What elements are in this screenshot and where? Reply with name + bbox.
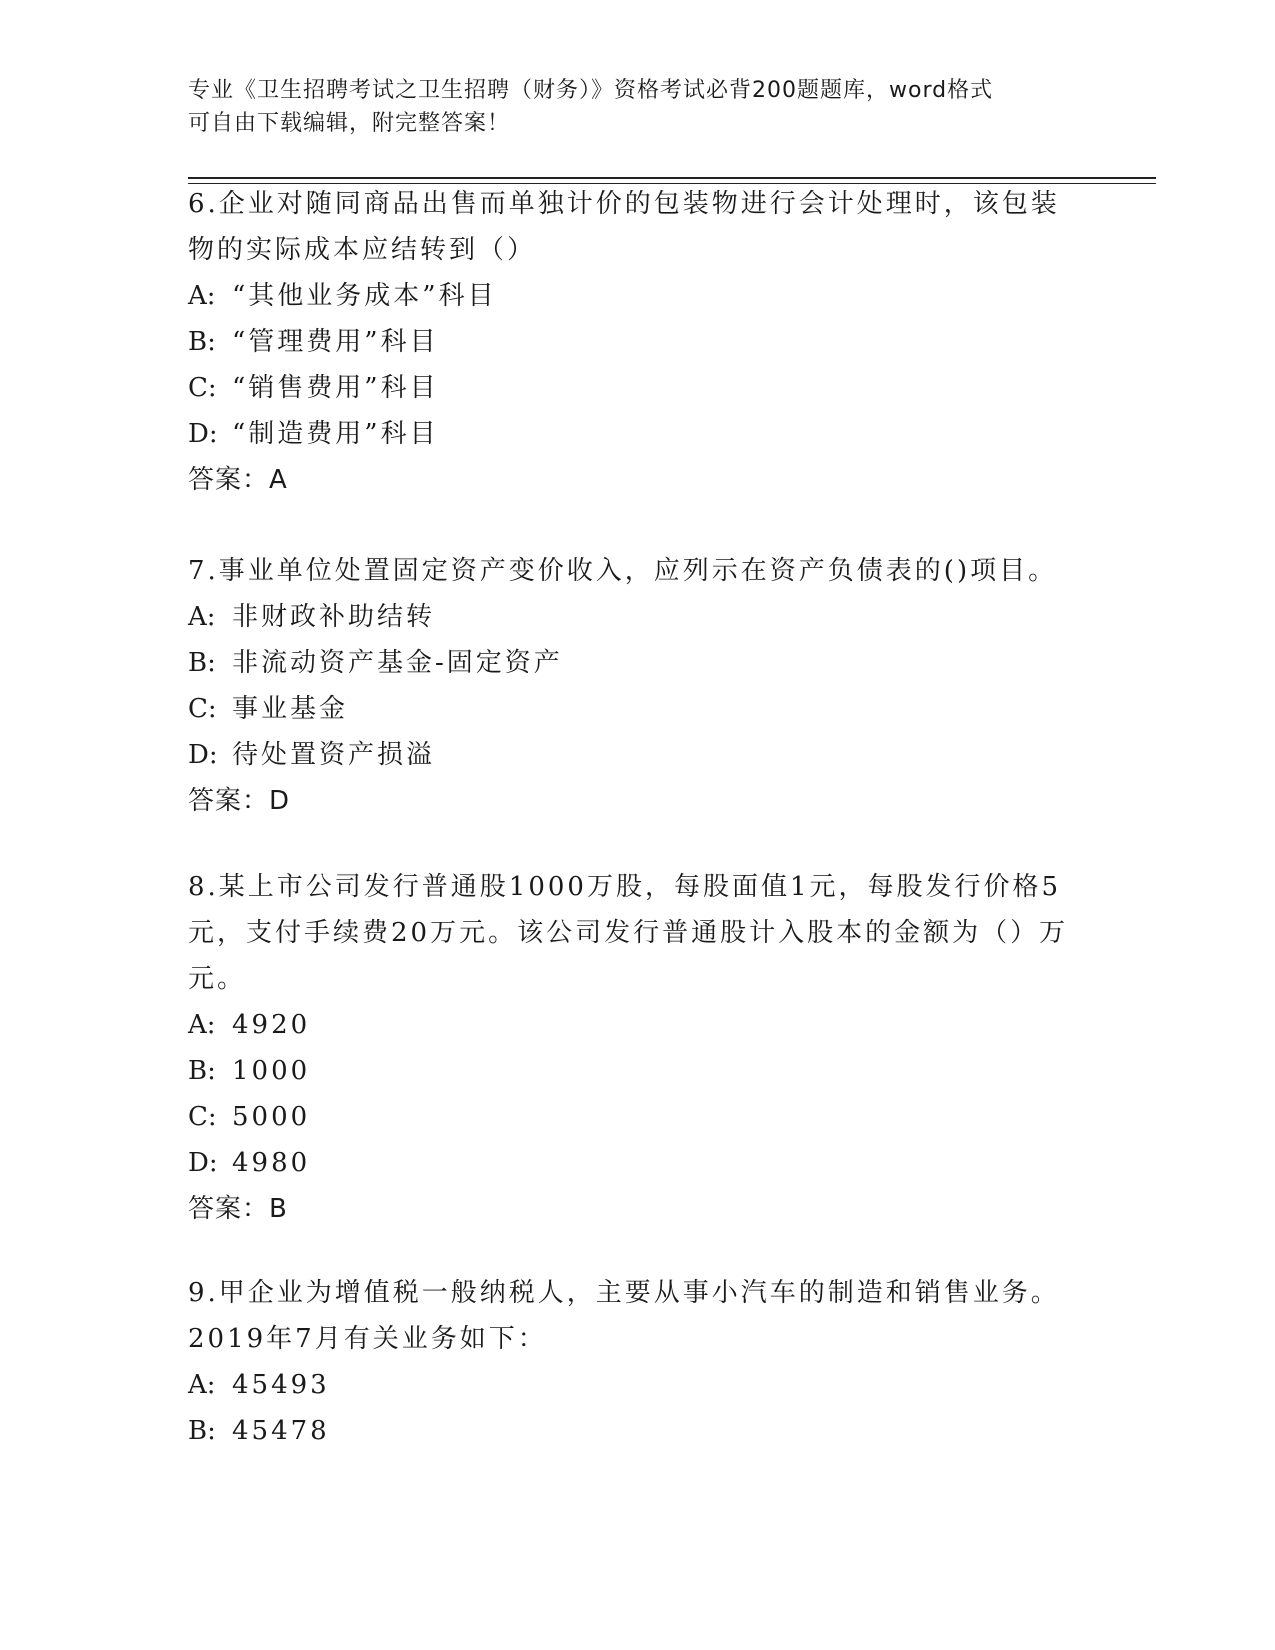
- option-a: [188, 273, 1088, 319]
- option-letter: B:: [188, 1416, 216, 1446]
- option-text: 4920: [232, 1010, 311, 1040]
- option-text: 事业基金: [232, 694, 349, 724]
- option-text: “制造费用”科目: [232, 419, 439, 449]
- question-7: [188, 548, 1088, 824]
- question-8: [188, 864, 1088, 1232]
- option-letter: A:: [188, 1010, 216, 1040]
- option-letter: A:: [188, 281, 216, 311]
- option-text: “销售费用”科目: [232, 373, 439, 403]
- header-line-1: 专业《卫生招聘考试之卫生招聘（财务）》资格考试必背200题题库，word格式: [188, 78, 994, 103]
- option-c: [188, 686, 1088, 732]
- option-letter: C:: [188, 1102, 217, 1132]
- option-text: “其他业务成本”科目: [232, 281, 497, 311]
- option-letter: C:: [188, 694, 217, 724]
- option-text: “管理费用”科目: [232, 327, 439, 357]
- header-divider-thick: [188, 177, 1156, 179]
- option-letter: C:: [188, 373, 217, 403]
- option-d: [188, 732, 1088, 778]
- option-b: [188, 1048, 1088, 1094]
- option-b: [188, 319, 1088, 365]
- option-a: [188, 1362, 1088, 1408]
- option-letter: B:: [188, 327, 216, 357]
- answer-line: 答案：B: [188, 1194, 288, 1224]
- option-letter: D:: [188, 1148, 218, 1178]
- option-a: [188, 594, 1088, 640]
- option-b: [188, 1408, 1088, 1454]
- question-stem: 9.甲企业为增值税一般纳税人，主要从事小汽车的制造和销售业务。2019年7月有关业务如下：: [188, 1278, 1060, 1354]
- option-text: 4980: [232, 1148, 311, 1178]
- option-letter: B:: [188, 1056, 216, 1086]
- question-stem: 7.事业单位处置固定资产变价收入，应列示在资产负债表的()项目。: [188, 556, 1058, 586]
- option-text: 非财政补助结转: [232, 602, 436, 632]
- option-letter: B:: [188, 648, 216, 678]
- option-text: 45478: [232, 1416, 330, 1446]
- option-text: 5000: [232, 1102, 311, 1132]
- option-b: [188, 640, 1088, 686]
- option-c: [188, 1094, 1088, 1140]
- question-stem: 6.企业对随同商品出售而单独计价的包装物进行会计处理时，该包装物的实际成本应结转到（）: [188, 189, 1060, 265]
- option-text: 1000: [232, 1056, 311, 1086]
- question-6: [188, 181, 1088, 503]
- document-header: [188, 74, 1068, 140]
- answer-line: 答案：D: [188, 786, 291, 816]
- option-letter: D:: [188, 419, 218, 449]
- option-letter: A:: [188, 1370, 216, 1400]
- option-text: 非流动资产基金-固定资产: [232, 648, 563, 678]
- option-d: [188, 1140, 1088, 1186]
- option-text: 45493: [232, 1370, 330, 1400]
- option-text: 待处置资产损溢: [232, 740, 436, 770]
- option-letter: D:: [188, 740, 218, 770]
- option-a: [188, 1002, 1088, 1048]
- header-line-2: 可自由下载编辑，附完整答案！: [188, 111, 511, 136]
- question-9: [188, 1270, 1088, 1454]
- option-letter: A:: [188, 602, 216, 632]
- answer-line: 答案：A: [188, 465, 288, 495]
- option-d: [188, 411, 1088, 457]
- option-c: [188, 365, 1088, 411]
- question-stem: 8.某上市公司发行普通股1000万股，每股面值1元，每股发行价格5元，支付手续费20万元。该公司发行普通股计入股本的金额为（）万元。: [188, 872, 1069, 994]
